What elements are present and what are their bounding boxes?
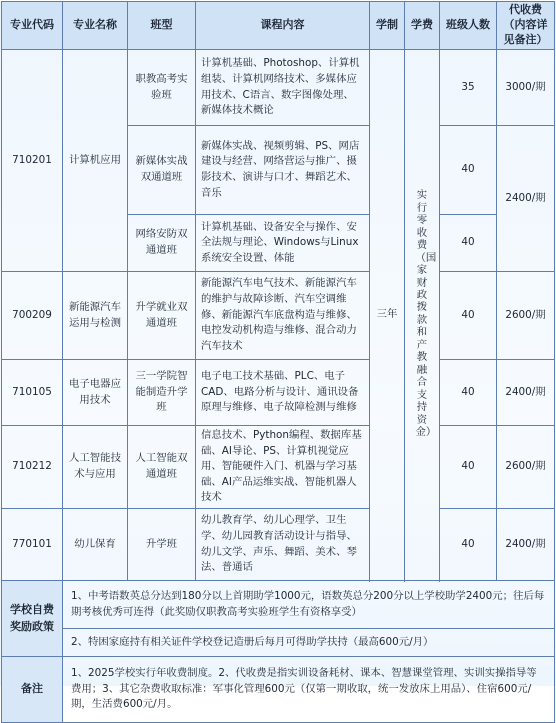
course-content: 信息技术、Python编程、数据库基础、AI导论、PS、计算机视觉应用、智能硬件入门、机器与学习基础、AI产品运维实战、智能机器人技术 bbox=[196, 426, 370, 509]
class-size: 40 bbox=[440, 126, 497, 215]
class-type: 职教高考实验班 bbox=[128, 50, 196, 126]
fee-value: 2400/期 bbox=[497, 126, 555, 272]
header-class-type: 班型 bbox=[128, 2, 196, 50]
class-size: 40 bbox=[440, 509, 497, 581]
remarks-label: 备注 bbox=[2, 657, 63, 723]
program-major: 电子电器应用技术 bbox=[63, 360, 128, 426]
fee-value: 2600/期 bbox=[497, 426, 555, 509]
class-size: 40 bbox=[440, 215, 497, 272]
program-code: 710212 bbox=[2, 426, 63, 509]
header-duration: 学制 bbox=[370, 2, 405, 50]
enrollment-table-page bbox=[0, 1, 556, 711]
header-tuition: 学费 bbox=[405, 2, 440, 50]
table-row bbox=[2, 509, 555, 581]
course-content: 幼儿教育学、幼儿心理学、卫生学、幼儿园教育活动设计与指导、幼儿文学、声乐、舞蹈、美术、琴法、普通话 bbox=[196, 509, 370, 581]
program-code: 710201 bbox=[2, 50, 63, 272]
table-row bbox=[2, 272, 555, 360]
program-major: 新能源汽车运用与检测 bbox=[63, 272, 128, 360]
scholarship-label: 学校自费奖励政策 bbox=[2, 581, 63, 657]
class-type: 人工智能双通道班 bbox=[128, 426, 196, 509]
table-row bbox=[2, 360, 555, 426]
tuition-value: 实行零收费（国家财政拨款和产教融合支持资金） bbox=[415, 189, 437, 439]
course-content: 计算机基础、Photoshop、计算机组装、计算机网络技术、多媒体应用技术、C语言、数字图像处理、新媒体技术概论 bbox=[196, 50, 370, 126]
program-major: 幼儿保育 bbox=[63, 509, 128, 581]
duration-value: 三年 bbox=[376, 308, 398, 321]
class-size: 40 bbox=[440, 272, 497, 360]
header-class-size: 班级人数 bbox=[440, 2, 497, 50]
fee-value: 2400/期 bbox=[497, 360, 555, 426]
table-row bbox=[2, 50, 555, 126]
course-content: 新媒体实战、视频剪辑、PS、网店建设与经营、网络营运与推广、摄影技术、演讲与口才、舞蹈艺术、音乐 bbox=[196, 126, 370, 215]
program-code: 710105 bbox=[2, 360, 63, 426]
course-content: 电子电工技术基础、PLC、电子CAD、电路分析与设计、通讯设备原理与维修、电子故障检测与维修 bbox=[196, 360, 370, 426]
table-row bbox=[2, 426, 555, 509]
header-fee: 代收费（内容详见备注） bbox=[497, 2, 555, 50]
program-code: 700209 bbox=[2, 272, 63, 360]
class-type: 新媒体实战双通道班 bbox=[128, 126, 196, 215]
program-table bbox=[1, 1, 555, 723]
program-major: 人工智能技术与应用 bbox=[63, 426, 128, 509]
fee-value: 2400/期 bbox=[497, 509, 555, 581]
tuition-cell bbox=[405, 50, 440, 581]
fee-value: 2600/期 bbox=[497, 272, 555, 360]
program-major: 计算机应用 bbox=[63, 50, 128, 272]
class-type: 三一学院智能制造升学班 bbox=[128, 360, 196, 426]
scholarship-item-1: 1、中考语数英总分达到180分以上首期助学1000元，语数英总分200分以上学校助学2400元；往后每期考核优秀可连得（此奖励仅职教高考实验班学生有资格享受） bbox=[63, 581, 555, 629]
header-major: 专业名称 bbox=[63, 2, 128, 50]
duration-cell bbox=[370, 50, 405, 581]
scholarship-row bbox=[2, 581, 555, 629]
class-size: 35 bbox=[440, 50, 497, 126]
program-code: 770101 bbox=[2, 509, 63, 581]
class-type: 升学班 bbox=[128, 509, 196, 581]
class-size: 40 bbox=[440, 360, 497, 426]
scholarship-row bbox=[2, 629, 555, 657]
class-type: 升学就业双通道班 bbox=[128, 272, 196, 360]
class-type: 网络安防双通道班 bbox=[128, 215, 196, 272]
course-content: 新能源汽车电气技术、新能源汽车的维护与故障诊断、汽车空调维修、新能源汽车底盘构造与维修、电控发动机构造与维修、混合动力汽车技术 bbox=[196, 272, 370, 360]
remarks-row bbox=[2, 657, 555, 723]
header-courses: 课程内容 bbox=[196, 2, 370, 50]
class-size: 40 bbox=[440, 426, 497, 509]
remarks-text: 1、2025学校实行年收费制度。2、代收费是指实训设备耗材、课本、智慧课堂管理、实训实操指导等费用；3、其它杂费收取标准：军事化管理600元（仅第一期收取，统一发放床上用品）、住宿600元/期，生活费600元/月。 bbox=[63, 657, 555, 723]
header-code: 专业代码 bbox=[2, 2, 63, 50]
course-content: 计算机基础、设备安全与操作、安全法规与理论、Windows与Linux系统安全设置、体能 bbox=[196, 215, 370, 272]
scholarship-item-2: 2、特困家庭持有相关证件学校登记造册后每月可得助学扶持（最高600元/月） bbox=[63, 629, 555, 657]
header-row bbox=[2, 2, 555, 50]
fee-value: 3000/期 bbox=[497, 50, 555, 126]
